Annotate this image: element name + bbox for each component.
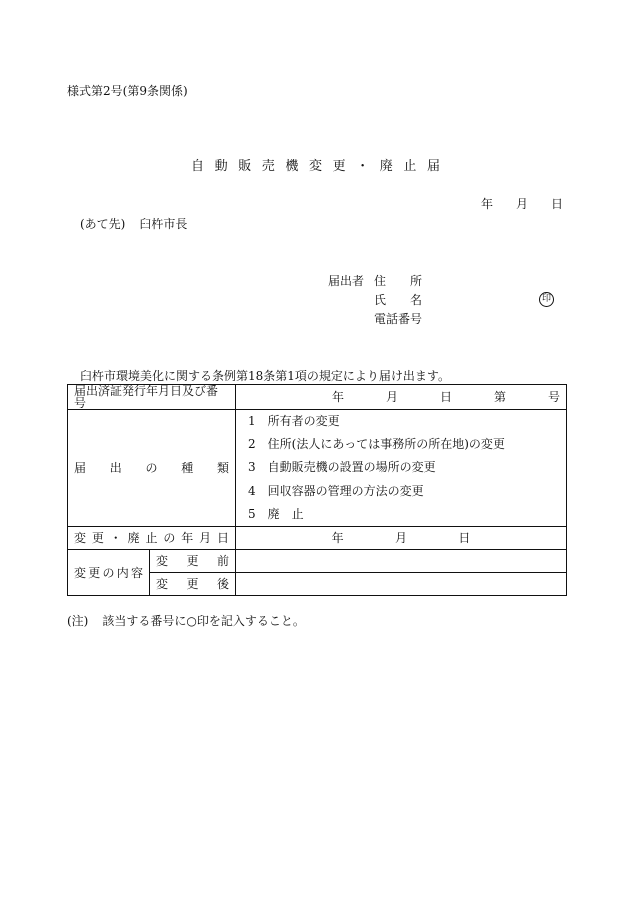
type-option: 2 住所(法人にあっては事務所の所在地)の変更 xyxy=(248,437,505,452)
intro-text: 臼杵市環境美化に関する条例第18条第1項の規定により届け出ます。 xyxy=(80,369,450,383)
label-char: 届 xyxy=(74,461,87,475)
note-text: 該当する番号に○印を記入すること。 xyxy=(102,614,305,628)
label-char: 更 xyxy=(91,531,104,545)
label-char: の xyxy=(163,531,176,545)
addressee xyxy=(80,218,187,230)
label-char: 出 xyxy=(109,461,122,475)
type-option: 1 所有者の変更 xyxy=(248,414,340,429)
day-label: 日 xyxy=(550,197,563,211)
month-label: 月 xyxy=(515,197,528,211)
issue-row xyxy=(68,385,567,410)
after-field xyxy=(236,573,567,596)
addressee-prefix: (あて先) xyxy=(80,217,126,231)
year-label: 年 xyxy=(481,197,494,211)
address-char: 住 xyxy=(374,274,387,288)
label-char: 日 xyxy=(217,531,230,545)
name-label xyxy=(374,294,422,306)
before-label xyxy=(150,550,236,573)
submission-date xyxy=(481,198,563,210)
number-suffix: 号 xyxy=(547,390,560,404)
name-char: 氏 xyxy=(374,293,387,307)
title-char: 更 xyxy=(332,159,346,174)
label-char: 種 xyxy=(181,461,194,475)
label-char: 類 xyxy=(217,461,230,475)
change-date-label xyxy=(68,527,236,550)
addressee-name: 臼杵市長 xyxy=(139,217,188,231)
address-char: 所 xyxy=(409,274,422,288)
name-char: 名 xyxy=(409,293,422,307)
type-option: 4 回収容器の管理の方法の変更 xyxy=(248,483,424,498)
label-char: の xyxy=(145,461,158,475)
type-row xyxy=(68,410,567,527)
phone-label: 電話番号 xyxy=(374,312,423,326)
day-label: 日 xyxy=(458,531,471,545)
label-char: 月 xyxy=(199,531,212,545)
year-label: 年 xyxy=(331,531,344,545)
label-char: 更 xyxy=(88,565,101,580)
title-char: 機 xyxy=(285,159,299,174)
title-char: 販 xyxy=(238,159,252,174)
notifier-label: 届出者 xyxy=(328,274,365,288)
address-label xyxy=(374,275,422,287)
content-label xyxy=(68,550,150,596)
issue-label: 届出済証発行年月日及び番号 xyxy=(68,385,236,410)
title-char: 売 xyxy=(261,159,275,174)
label-char: 止 xyxy=(145,531,158,545)
form-table xyxy=(67,384,567,596)
label-char: 変 xyxy=(156,577,169,591)
label-char: 更 xyxy=(186,554,199,568)
title-char: 止 xyxy=(403,159,417,174)
year-label: 年 xyxy=(332,390,345,404)
title-char: 変 xyxy=(308,159,322,174)
label-char: 更 xyxy=(186,577,199,591)
form-number: 様式第2号(第9条関係) xyxy=(67,84,188,98)
change-date-row xyxy=(68,527,567,550)
footnote xyxy=(67,615,305,627)
title-char: 届 xyxy=(426,159,440,174)
content-before-row xyxy=(68,550,567,573)
label-char: 前 xyxy=(217,554,230,568)
title-char: 動 xyxy=(214,159,228,174)
title-char: ・ xyxy=(356,159,370,174)
change-date-cell xyxy=(236,527,567,550)
label-char: 廃 xyxy=(127,531,140,545)
seal-mark: 印 xyxy=(539,292,554,307)
type-option: 5 廃 止 xyxy=(248,506,304,521)
title-char: 自 xyxy=(191,159,205,174)
day-label: 日 xyxy=(439,390,452,404)
label-char: 変 xyxy=(74,531,87,545)
number-prefix: 第 xyxy=(493,390,506,404)
title-char: 廃 xyxy=(379,159,393,174)
document-title xyxy=(191,160,440,173)
label-char: 容 xyxy=(130,565,143,580)
type-options xyxy=(236,410,567,527)
label-char: 内 xyxy=(116,565,129,580)
label-char: 後 xyxy=(217,577,230,591)
label-char: 変 xyxy=(74,565,87,580)
label-char: ・ xyxy=(109,531,122,545)
label-char: 年 xyxy=(181,531,194,545)
label-char: の xyxy=(102,565,115,580)
type-option: 3 自動販売機の設置の場所の変更 xyxy=(248,460,436,475)
before-field xyxy=(236,550,567,573)
month-label: 月 xyxy=(386,390,399,404)
note-prefix: (注) xyxy=(67,614,89,628)
issue-cell xyxy=(236,385,567,410)
month-label: 月 xyxy=(395,531,408,545)
type-label xyxy=(68,410,236,527)
after-label xyxy=(150,573,236,596)
label-char: 変 xyxy=(156,554,169,568)
